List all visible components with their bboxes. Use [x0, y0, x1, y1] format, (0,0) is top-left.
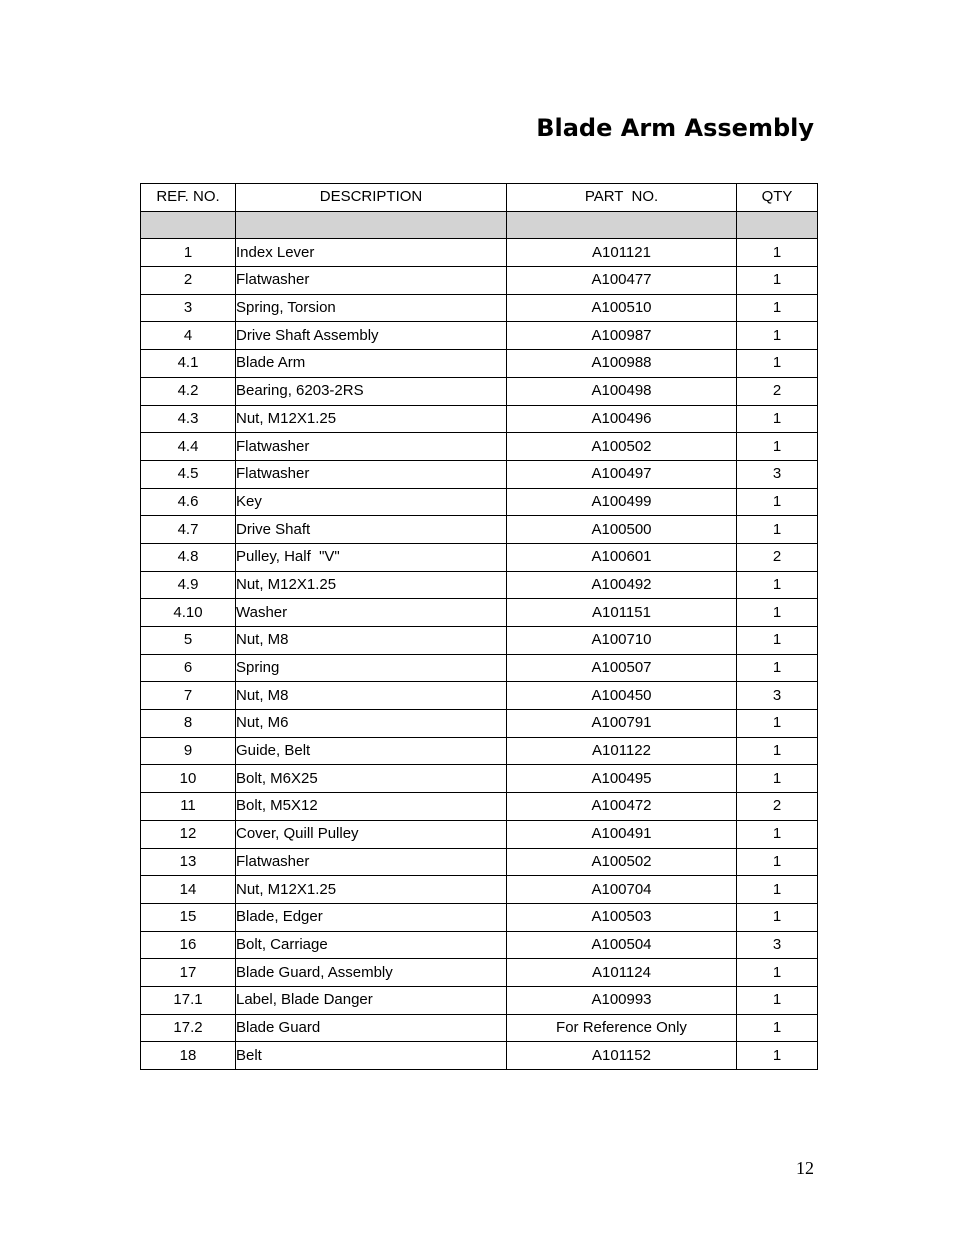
- table-row: [141, 737, 818, 765]
- ref-no-cell: 4.10: [141, 599, 236, 627]
- description-cell: Bolt, Carriage: [236, 931, 507, 959]
- part-no-cell: A100495: [507, 765, 737, 793]
- ref-no-cell: 9: [141, 737, 236, 765]
- part-no-cell: For Reference Only: [507, 1014, 737, 1042]
- qty-cell: 1: [737, 350, 818, 378]
- table-row: [141, 959, 818, 987]
- part-no-cell: A100503: [507, 903, 737, 931]
- part-no-cell: A100791: [507, 710, 737, 738]
- qty-cell: 2: [737, 793, 818, 821]
- ref-no-cell: 17: [141, 959, 236, 987]
- table-row: [141, 793, 818, 821]
- ref-no-cell: 4.3: [141, 405, 236, 433]
- ref-no-cell: 17.2: [141, 1014, 236, 1042]
- table-row: [141, 350, 818, 378]
- part-no-cell: A100504: [507, 931, 737, 959]
- header-ref-no: REF. NO.: [141, 184, 236, 212]
- part-no-cell: A101122: [507, 737, 737, 765]
- table-row: [141, 627, 818, 655]
- part-no-cell: A100472: [507, 793, 737, 821]
- description-cell: Nut, M8: [236, 627, 507, 655]
- qty-cell: 1: [737, 294, 818, 322]
- description-cell: Spring: [236, 654, 507, 682]
- description-cell: Drive Shaft Assembly: [236, 322, 507, 350]
- qty-cell: 1: [737, 986, 818, 1014]
- table-row: [141, 1042, 818, 1070]
- qty-cell: 1: [737, 765, 818, 793]
- table-row: [141, 1014, 818, 1042]
- table-row: [141, 682, 818, 710]
- part-no-cell: A100500: [507, 516, 737, 544]
- part-no-cell: A100710: [507, 627, 737, 655]
- part-no-cell: A100987: [507, 322, 737, 350]
- part-no-cell: A100993: [507, 986, 737, 1014]
- part-no-cell: A101152: [507, 1042, 737, 1070]
- part-no-cell: A100491: [507, 820, 737, 848]
- part-no-cell: A100497: [507, 460, 737, 488]
- part-no-cell: A101124: [507, 959, 737, 987]
- description-cell: Nut, M12X1.25: [236, 876, 507, 904]
- description-cell: Pulley, Half "V": [236, 543, 507, 571]
- description-cell: Bolt, M6X25: [236, 765, 507, 793]
- table-row: [141, 599, 818, 627]
- ref-no-cell: 3: [141, 294, 236, 322]
- ref-no-cell: 15: [141, 903, 236, 931]
- header-part-no: PART NO.: [507, 184, 737, 212]
- description-cell: Belt: [236, 1042, 507, 1070]
- qty-cell: 1: [737, 267, 818, 295]
- part-no-cell: A100477: [507, 267, 737, 295]
- part-no-cell: A100450: [507, 682, 737, 710]
- ref-no-cell: 2: [141, 267, 236, 295]
- qty-cell: 1: [737, 1042, 818, 1070]
- qty-cell: 1: [737, 1014, 818, 1042]
- qty-cell: 2: [737, 543, 818, 571]
- page-number: 12: [796, 1158, 814, 1178]
- qty-cell: 1: [737, 737, 818, 765]
- description-cell: Blade, Edger: [236, 903, 507, 931]
- ref-no-cell: 1: [141, 239, 236, 267]
- table-row: [141, 876, 818, 904]
- description-cell: Flatwasher: [236, 848, 507, 876]
- description-cell: Key: [236, 488, 507, 516]
- ref-no-cell: 14: [141, 876, 236, 904]
- part-no-cell: A100498: [507, 377, 737, 405]
- description-cell: Blade Guard, Assembly: [236, 959, 507, 987]
- table-row: [141, 571, 818, 599]
- table-row: [141, 543, 818, 571]
- spacer-cell: [141, 211, 236, 239]
- description-cell: Flatwasher: [236, 267, 507, 295]
- part-no-cell: A100704: [507, 876, 737, 904]
- table-row: [141, 405, 818, 433]
- spacer-cell: [507, 211, 737, 239]
- ref-no-cell: 4.4: [141, 433, 236, 461]
- ref-no-cell: 4.8: [141, 543, 236, 571]
- part-no-cell: A101121: [507, 239, 737, 267]
- table-row: [141, 433, 818, 461]
- table-row: [141, 903, 818, 931]
- table-row: [141, 710, 818, 738]
- qty-cell: 1: [737, 848, 818, 876]
- qty-cell: 1: [737, 627, 818, 655]
- description-cell: Flatwasher: [236, 433, 507, 461]
- part-no-cell: A100502: [507, 848, 737, 876]
- part-no-cell: A101151: [507, 599, 737, 627]
- table-row: [141, 377, 818, 405]
- description-cell: Blade Arm: [236, 350, 507, 378]
- part-no-cell: A100988: [507, 350, 737, 378]
- qty-cell: 1: [737, 654, 818, 682]
- qty-cell: 1: [737, 322, 818, 350]
- ref-no-cell: 13: [141, 848, 236, 876]
- ref-no-cell: 11: [141, 793, 236, 821]
- part-no-cell: A100601: [507, 543, 737, 571]
- parts-table: [140, 183, 818, 1070]
- ref-no-cell: 4.9: [141, 571, 236, 599]
- part-no-cell: A100492: [507, 571, 737, 599]
- ref-no-cell: 5: [141, 627, 236, 655]
- table-row: [141, 488, 818, 516]
- description-cell: Bolt, M5X12: [236, 793, 507, 821]
- qty-cell: 1: [737, 710, 818, 738]
- ref-no-cell: 4.7: [141, 516, 236, 544]
- part-no-cell: A100499: [507, 488, 737, 516]
- qty-cell: 1: [737, 488, 818, 516]
- description-cell: Washer: [236, 599, 507, 627]
- ref-no-cell: 4.1: [141, 350, 236, 378]
- part-no-cell: A100510: [507, 294, 737, 322]
- qty-cell: 1: [737, 876, 818, 904]
- description-cell: Nut, M12X1.25: [236, 571, 507, 599]
- header-qty: QTY: [737, 184, 818, 212]
- description-cell: Nut, M6: [236, 710, 507, 738]
- ref-no-cell: 17.1: [141, 986, 236, 1014]
- qty-cell: 1: [737, 571, 818, 599]
- page-title: Blade Arm Assembly: [536, 114, 814, 142]
- part-no-cell: A100496: [507, 405, 737, 433]
- table-header-row: [141, 184, 818, 212]
- description-cell: Nut, M8: [236, 682, 507, 710]
- qty-cell: 1: [737, 959, 818, 987]
- qty-cell: 1: [737, 239, 818, 267]
- table-row: [141, 765, 818, 793]
- part-no-cell: A100502: [507, 433, 737, 461]
- ref-no-cell: 12: [141, 820, 236, 848]
- description-cell: Index Lever: [236, 239, 507, 267]
- ref-no-cell: 16: [141, 931, 236, 959]
- description-cell: Flatwasher: [236, 460, 507, 488]
- shaded-spacer-row: [141, 211, 818, 239]
- table-row: [141, 654, 818, 682]
- table-row: [141, 460, 818, 488]
- qty-cell: 1: [737, 433, 818, 461]
- qty-cell: 1: [737, 820, 818, 848]
- description-cell: Nut, M12X1.25: [236, 405, 507, 433]
- table-row: [141, 848, 818, 876]
- qty-cell: 3: [737, 931, 818, 959]
- table-row: [141, 294, 818, 322]
- table-row: [141, 322, 818, 350]
- ref-no-cell: 4: [141, 322, 236, 350]
- description-cell: Bearing, 6203-2RS: [236, 377, 507, 405]
- description-cell: Guide, Belt: [236, 737, 507, 765]
- table-row: [141, 986, 818, 1014]
- header-description: DESCRIPTION: [236, 184, 507, 212]
- spacer-cell: [737, 211, 818, 239]
- description-cell: Cover, Quill Pulley: [236, 820, 507, 848]
- ref-no-cell: 7: [141, 682, 236, 710]
- parts-table-body: [141, 211, 818, 1069]
- spacer-cell: [236, 211, 507, 239]
- qty-cell: 1: [737, 599, 818, 627]
- table-row: [141, 239, 818, 267]
- qty-cell: 1: [737, 405, 818, 433]
- description-cell: Label, Blade Danger: [236, 986, 507, 1014]
- description-cell: Spring, Torsion: [236, 294, 507, 322]
- qty-cell: 3: [737, 460, 818, 488]
- part-no-cell: A100507: [507, 654, 737, 682]
- qty-cell: 1: [737, 516, 818, 544]
- ref-no-cell: 10: [141, 765, 236, 793]
- description-cell: Drive Shaft: [236, 516, 507, 544]
- table-row: [141, 820, 818, 848]
- qty-cell: 3: [737, 682, 818, 710]
- ref-no-cell: 18: [141, 1042, 236, 1070]
- ref-no-cell: 4.6: [141, 488, 236, 516]
- table-row: [141, 516, 818, 544]
- ref-no-cell: 6: [141, 654, 236, 682]
- qty-cell: 1: [737, 903, 818, 931]
- ref-no-cell: 8: [141, 710, 236, 738]
- table-row: [141, 267, 818, 295]
- description-cell: Blade Guard: [236, 1014, 507, 1042]
- ref-no-cell: 4.5: [141, 460, 236, 488]
- qty-cell: 2: [737, 377, 818, 405]
- table-row: [141, 931, 818, 959]
- ref-no-cell: 4.2: [141, 377, 236, 405]
